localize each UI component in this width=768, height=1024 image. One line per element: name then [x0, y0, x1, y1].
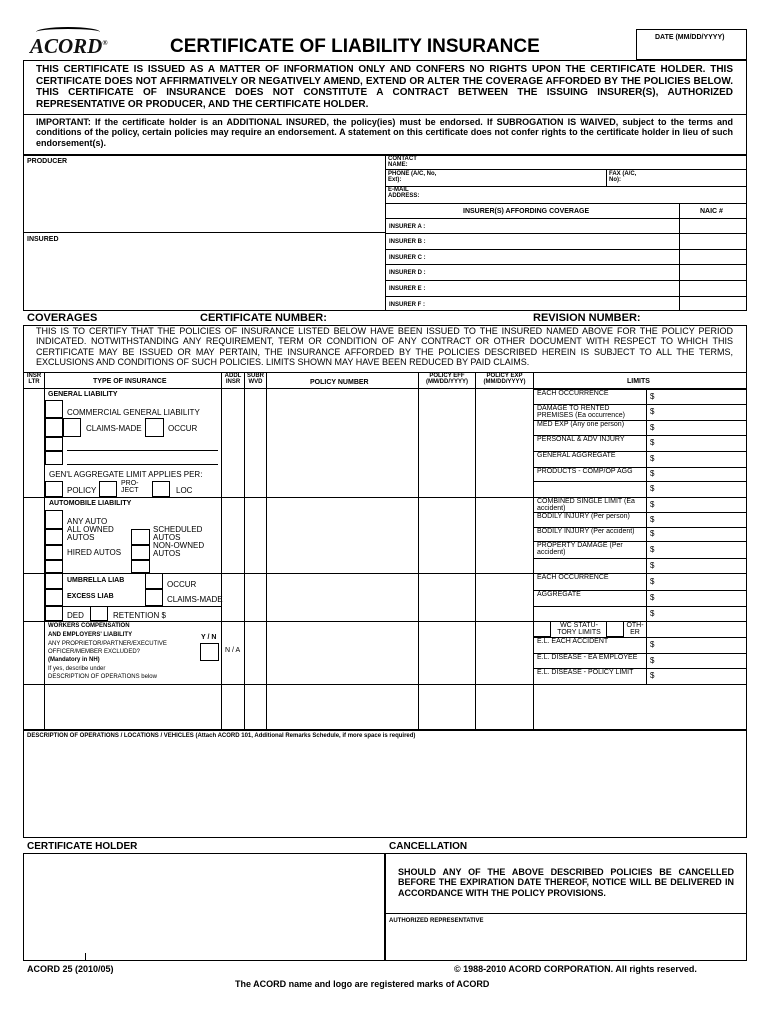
wc-officer: OFFICER/MEMBER EXCLUDED?: [48, 649, 141, 655]
auto-blank-checkbox-1[interactable]: [45, 560, 63, 573]
limit-label: E.L. EACH ACCIDENT: [537, 638, 609, 645]
insurer-field[interactable]: [435, 250, 677, 263]
insurer-label: INSURER A :: [389, 224, 426, 230]
gl-claims-made-checkbox-a[interactable]: [45, 418, 63, 437]
gl-loc-label: LOC: [176, 486, 193, 495]
limit-dollar-sign: $: [650, 545, 655, 554]
date-box[interactable]: [636, 29, 747, 60]
page-title: CERTIFICATE OF LIABILITY INSURANCE: [170, 36, 540, 57]
auto-hired-checkbox[interactable]: [45, 545, 63, 560]
description-label: DESCRIPTION OF OPERATIONS / LOCATIONS / VEHICLES (Attach ACORD 101, Additional Remarks Schedule, if more space is required): [27, 733, 416, 739]
limit-label: GENERAL AGGREGATE: [537, 452, 616, 459]
insurer-label: INSURER E :: [389, 286, 426, 292]
limit-amount-field[interactable]: [658, 436, 746, 450]
limit-dollar-sign: $: [650, 407, 655, 416]
footer-form-number: ACORD 25 (2010/05): [27, 964, 114, 974]
gl-claims-made-checkbox[interactable]: [63, 418, 81, 437]
auto-title: AUTOMOBILE LIABILITY: [49, 500, 132, 507]
limit-amount-field[interactable]: [658, 421, 746, 434]
authorized-representative-label: AUTHORIZED REPRESENTATIVE: [389, 918, 484, 924]
important-text: IMPORTANT: If the certificate holder is an ADDITIONAL INSURED, the policy(ies) must be endorsed. If SUBROGATION IS WAIVED, subject to the terms and conditions of the policy, certain policies may require an endorsement. A statement on this certificate does not confer rights to the certificate holder in lieu of such endorsement(s).: [36, 117, 733, 148]
auto-blank-checkbox-2[interactable]: [131, 560, 150, 573]
header-policy-eff: POLICY EFF (MM/DD/YYYY): [426, 373, 468, 385]
limit-amount-field[interactable]: [658, 390, 746, 403]
insurers-header: INSURER(S) AFFORDING COVERAGE: [463, 208, 590, 215]
cancellation-title: CANCELLATION: [389, 841, 468, 852]
header-insr-ltr: INSR LTR: [26, 373, 42, 385]
auto-any-auto-checkbox[interactable]: [45, 510, 63, 529]
wc-if-yes: If yes, describe under: [48, 666, 106, 672]
footer-copyright: © 1988-2010 ACORD CORPORATION. All rights reserved.: [454, 964, 697, 974]
limit-amount-field[interactable]: [658, 654, 746, 667]
wc-other-checkbox[interactable]: [606, 621, 624, 637]
wc-statutory-checkbox[interactable]: [533, 621, 551, 637]
auto-scheduled-label: SCHEDULED AUTOS: [153, 525, 203, 543]
limit-amount-field[interactable]: [658, 559, 746, 572]
header-type: TYPE OF INSURANCE: [93, 378, 167, 385]
limit-label: PRODUCTS - COMP/OP AGG: [537, 468, 633, 475]
insured-field[interactable]: [25, 246, 383, 308]
certificate-number-label: CERTIFICATE NUMBER:: [200, 312, 327, 324]
insurer-label: INSURER C :: [389, 255, 426, 261]
producer-label: PRODUCER: [27, 158, 68, 165]
auto-all-owned-label: ALL OWNED AUTOS: [67, 525, 114, 543]
umbrella-occur-checkbox[interactable]: [145, 573, 163, 589]
wc-describe: DESCRIPTION OF OPERATIONS below: [48, 674, 157, 680]
wc-title1: WORKERS COMPENSATION: [48, 623, 130, 629]
limit-dollar-sign: $: [650, 640, 655, 649]
limit-amount-field[interactable]: [658, 482, 746, 496]
header-addl: ADDL INSR: [224, 373, 242, 385]
header-policy-number: POLICY NUMBER: [310, 379, 369, 386]
acord-logo: ACORD®: [30, 34, 108, 58]
retention-label: RETENTION $: [113, 611, 166, 620]
acord-logo-swoosh: [36, 27, 100, 37]
gl-checkbox[interactable]: [45, 400, 63, 418]
limit-label: AGGREGATE: [537, 591, 581, 598]
footer-trademark: The ACORD name and logo are registered marks of ACORD: [235, 979, 490, 989]
limit-amount-field[interactable]: [658, 574, 746, 589]
revision-number-label: REVISION NUMBER:: [533, 312, 641, 324]
limit-label: BODILY INJURY (Per accident): [537, 528, 635, 535]
insurer-field[interactable]: [435, 297, 677, 310]
gl-title: GENERAL LIABILITY: [48, 391, 118, 398]
wc-title2: AND EMPLOYERS' LIABILITY: [48, 632, 133, 638]
wc-statutory-label: WC STATU- TORY LIMITS: [557, 622, 601, 636]
excess-liab-label: EXCESS LIAB: [67, 593, 114, 600]
insured-label: INSURED: [27, 236, 59, 243]
limit-dollar-sign: $: [650, 561, 655, 570]
coverage-statement: THIS IS TO CERTIFY THAT THE POLICIES OF INSURANCE LISTED BELOW HAVE BEEN ISSUED TO THE INSURED NAMED ABOVE FOR THE POLICY PERIOD INDICATED. NOTWITHSTANDING ANY REQUIREMENT, TERM OR CONDITION OF ANY CONTRACT OR OTHER DOCUMENT WITH RESPECT TO WHICH THIS CERTIFICATE MAY BE ISSUED OR MAY PERTAIN, THE INSURANCE AFFORDED BY THE POLICIES DESCRIBED HEREIN IS SUBJECT TO ALL THE TERMS, EXCLUSIONS AND CONDITIONS OF SUCH POLICIES. LIMITS SHOWN MAY HAVE BEEN REDUCED BY PAID CLAIMS.: [36, 326, 733, 368]
limit-dollar-sign: $: [650, 656, 655, 665]
insurer-label: INSURER B :: [389, 239, 426, 245]
header-policy-exp: POLICY EXP (MM/DD/YYYY): [483, 373, 526, 385]
auto-all-owned-checkbox[interactable]: [45, 529, 63, 545]
limit-dollar-sign: $: [650, 423, 655, 432]
limit-dollar-sign: $: [650, 577, 655, 586]
excess-liab-checkbox[interactable]: [45, 589, 63, 606]
description-box[interactable]: [23, 730, 747, 838]
producer-field[interactable]: [25, 168, 383, 230]
limit-dollar-sign: $: [650, 392, 655, 401]
notice-text: THIS CERTIFICATE IS ISSUED AS A MATTER OF INFORMATION ONLY AND CONFERS NO RIGHTS UPON THE CERTIFICATE HOLDER. THIS CERTIFICATE DOES NOT AFFIRMATIVELY OR NEGATIVELY AMEND, EXTEND OR ALTER THE COVERAGE AFFORDED BY THE POLICIES BELOW. THIS CERTIFICATE OF INSURANCE DOES NOT CONSTITUTE A CONTRACT BETWEEN THE ISSUING INSURER(S), AUTHORIZED REPRESENTATIVE OR PRODUCER, AND THE CERTIFICATE HOLDER.: [36, 64, 733, 110]
wc-yn: Y / N: [201, 634, 217, 641]
limit-label: PROPERTY DAMAGE (Per accident): [537, 542, 623, 556]
ded-checkbox[interactable]: [45, 606, 63, 621]
limit-amount-field[interactable]: [658, 669, 746, 683]
limit-amount-field[interactable]: [658, 591, 746, 605]
limit-amount-field[interactable]: [658, 405, 746, 419]
umbrella-claims-made-checkbox[interactable]: [145, 589, 163, 606]
limit-dollar-sign: $: [650, 454, 655, 463]
auto-hired-label: HIRED AUTOS: [67, 548, 122, 557]
auto-non-owned-label: NON-OWNED AUTOS: [153, 541, 205, 559]
retention-checkbox[interactable]: [90, 606, 108, 621]
umbrella-occur-label: OCCUR: [167, 580, 197, 589]
gl-policy-checkbox[interactable]: [45, 481, 63, 497]
gl-claims-made-label: CLAIMS-MADE: [86, 424, 142, 433]
email-label: E-MAIL ADDRESS:: [388, 187, 420, 199]
limit-amount-field[interactable]: [658, 542, 746, 557]
limit-label: BODILY INJURY (Per person): [537, 513, 630, 520]
limit-dollar-sign: $: [650, 438, 655, 447]
insurer-field[interactable]: [435, 265, 677, 278]
limit-label: COMBINED SINGLE LIMIT (Ea accident): [537, 498, 635, 512]
gl-occur-label: OCCUR: [168, 424, 198, 433]
wc-other-label: OTH- ER: [626, 622, 644, 636]
ded-label: DED: [67, 611, 84, 620]
header-limits: LIMITS: [627, 378, 650, 385]
gl-blank-checkbox-1[interactable]: [45, 437, 63, 451]
limit-amount-field[interactable]: [658, 513, 746, 526]
gl-cgl-label: COMMERCIAL GENERAL LIABILITY: [67, 408, 200, 417]
insurer-field[interactable]: [435, 234, 677, 247]
auto-scheduled-checkbox[interactable]: [131, 529, 150, 545]
gl-project-label: PRO- JECT: [121, 480, 139, 495]
umbrella-claims-made-label: CLAIMS-MADE: [167, 595, 223, 604]
insurer-label: INSURER F :: [389, 302, 425, 308]
insurer-label: INSURER D :: [389, 270, 426, 276]
umbrella-liab-label: UMBRELLA LIAB: [67, 577, 125, 584]
naic-header: NAIC #: [700, 208, 723, 215]
authorized-representative-field[interactable]: [387, 927, 745, 959]
auto-non-owned-checkbox[interactable]: [131, 545, 150, 560]
contact-name-field[interactable]: [430, 156, 745, 168]
date-label: DATE (MM/DD/YYYY): [655, 34, 725, 41]
insurer-field[interactable]: [435, 281, 677, 294]
wc-na: N / A: [225, 647, 241, 654]
limit-dollar-sign: $: [650, 484, 655, 493]
gl-loc-checkbox[interactable]: [152, 481, 170, 497]
limit-dollar-sign: $: [650, 515, 655, 524]
wc-yn-checkbox[interactable]: [200, 643, 219, 661]
gl-occur-checkbox[interactable]: [145, 418, 164, 437]
cancellation-text: SHOULD ANY OF THE ABOVE DESCRIBED POLICIES BE CANCELLED BEFORE THE EXPIRATION DATE THEREOF, NOTICE WILL BE DELIVERED IN ACCORDANCE WITH THE POLICY PROVISIONS.: [398, 867, 734, 898]
limit-amount-field[interactable]: [658, 468, 746, 480]
coverages-title: COVERAGES: [27, 312, 98, 324]
insurer-field[interactable]: [435, 219, 677, 232]
limit-label: E.L. DISEASE - POLICY LIMIT: [537, 669, 634, 676]
limit-dollar-sign: $: [650, 593, 655, 602]
certificate-holder-box[interactable]: [23, 853, 385, 961]
limit-dollar-sign: $: [650, 529, 655, 538]
gl-project-checkbox[interactable]: [99, 481, 117, 497]
limit-label: PERSONAL & ADV INJURY: [537, 436, 625, 443]
limit-dollar-sign: $: [650, 609, 655, 618]
wc-mandatory: (Mandatory in NH): [48, 657, 100, 663]
limit-amount-field[interactable]: [658, 452, 746, 466]
fax-label: FAX (A/C, No):: [609, 171, 637, 183]
umbrella-liab-checkbox[interactable]: [45, 573, 63, 589]
auto-any-auto-label: ANY AUTO: [67, 517, 108, 526]
header-subr: SUBR WVD: [246, 373, 264, 385]
contact-name-label: CONTACT NAME:: [388, 156, 417, 168]
gl-policy-label: POLICY: [67, 486, 97, 495]
limit-label: E.L. DISEASE - EA EMPLOYEE: [537, 654, 638, 661]
gl-blank-checkbox-2[interactable]: [45, 451, 63, 465]
limit-dollar-sign: $: [650, 500, 655, 509]
limit-dollar-sign: $: [650, 469, 655, 478]
limit-label: EACH OCCURRENCE: [537, 574, 609, 581]
wc-any-proprietor: ANY PROPRIETOR/PARTNER/EXECUTIVE: [48, 641, 167, 647]
limit-amount-field[interactable]: [658, 528, 746, 540]
limit-label: EACH OCCURRENCE: [537, 390, 609, 397]
phone-label: PHONE (A/C, No, Ext):: [388, 171, 437, 183]
limit-amount-field[interactable]: [658, 638, 746, 652]
limit-amount-field[interactable]: [658, 498, 746, 511]
limit-amount-field[interactable]: [658, 607, 746, 620]
limit-label: MED EXP (Any one person): [537, 421, 625, 428]
limit-label: DAMAGE TO RENTED PREMISES (Ea occurrence): [537, 405, 625, 419]
gl-aggregate-applies: GEN'L AGGREGATE LIMIT APPLIES PER:: [49, 470, 203, 479]
limit-dollar-sign: $: [650, 671, 655, 680]
certificate-holder-title: CERTIFICATE HOLDER: [27, 841, 138, 852]
